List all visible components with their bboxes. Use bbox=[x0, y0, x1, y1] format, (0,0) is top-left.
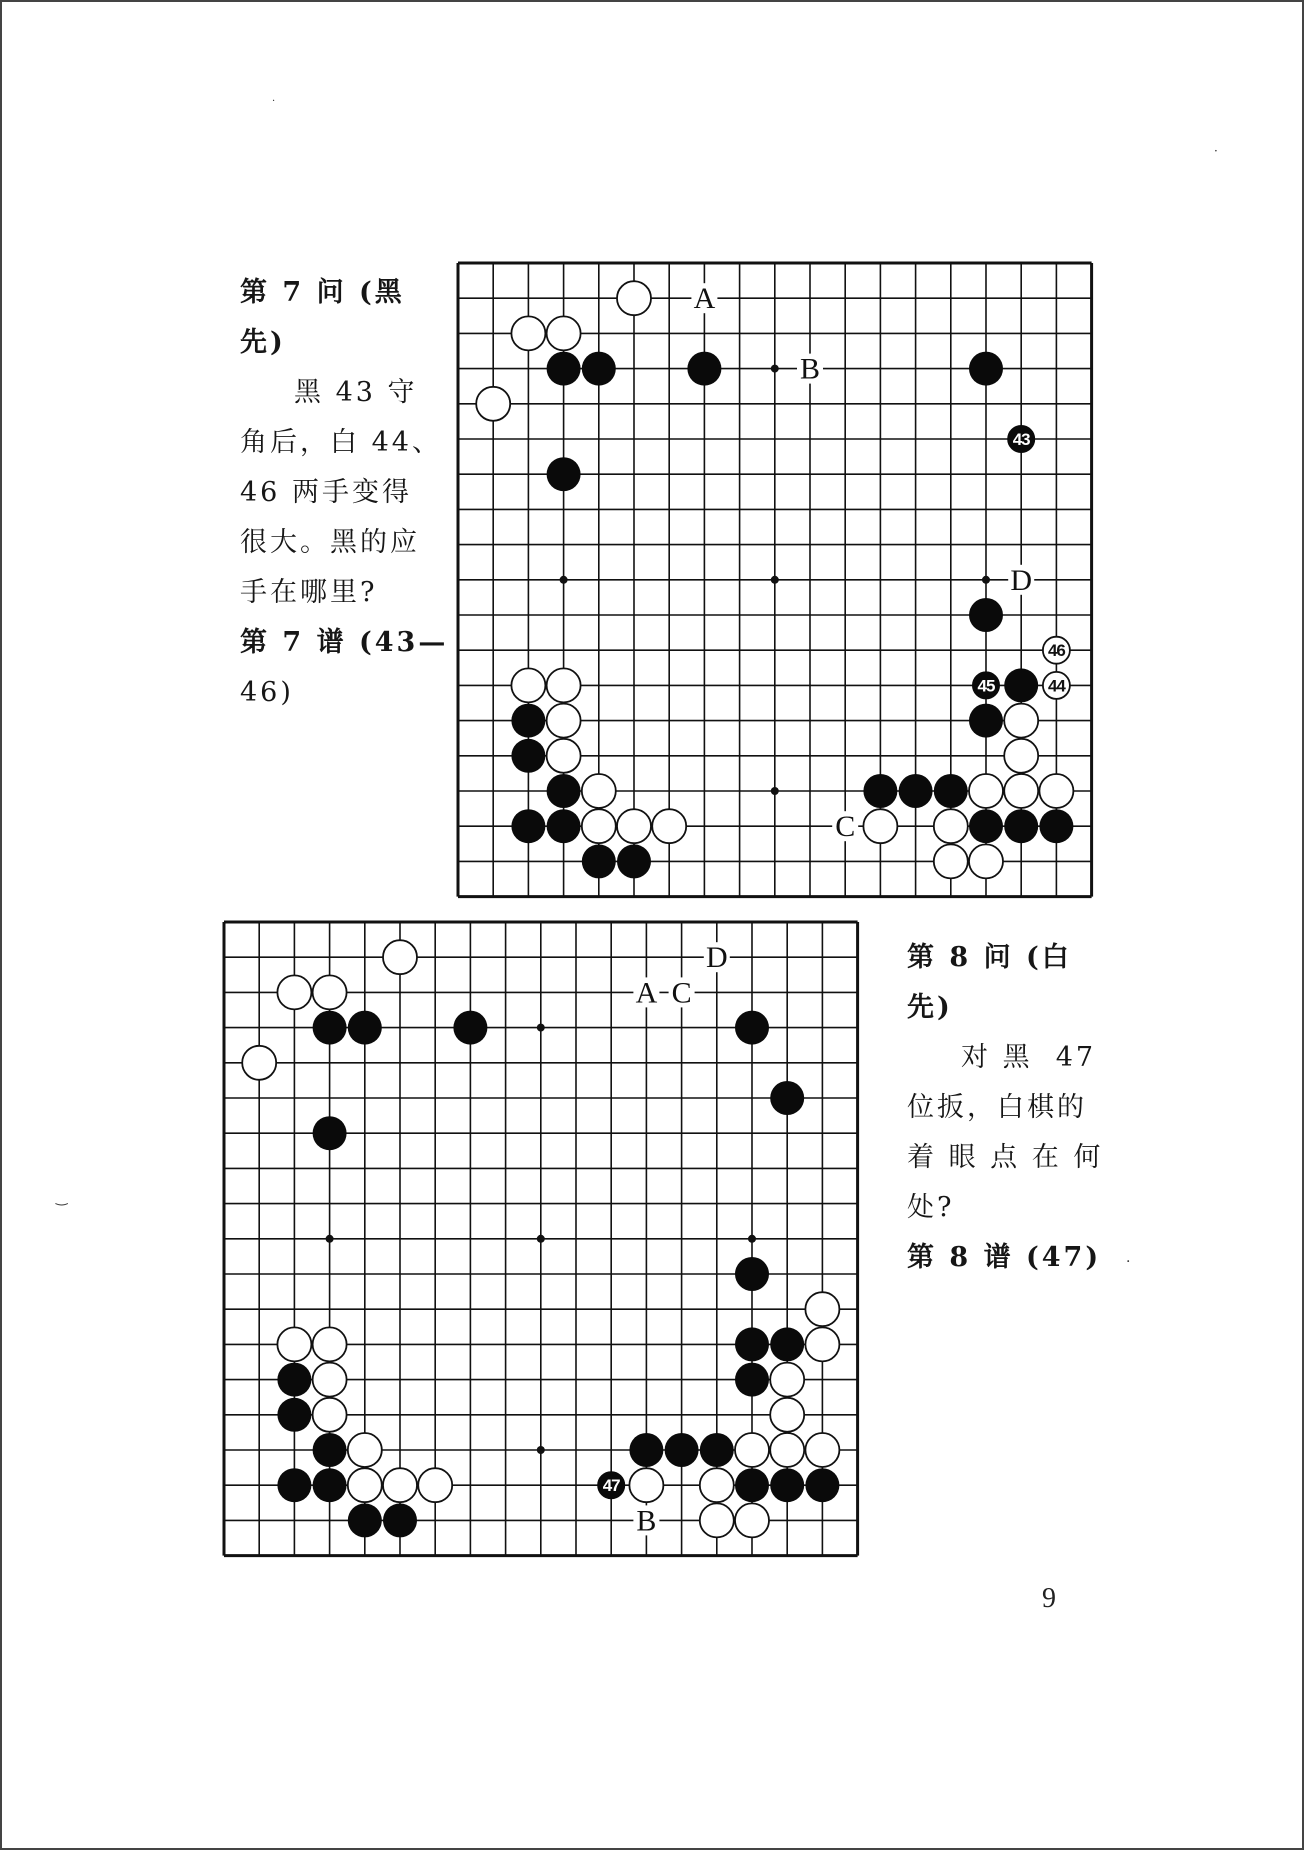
white-stone bbox=[313, 1363, 347, 1397]
svg-text:44: 44 bbox=[1047, 676, 1065, 696]
black-stone-47 bbox=[598, 1472, 625, 1499]
black-stone bbox=[770, 1468, 804, 1502]
svg-text:B: B bbox=[636, 1504, 657, 1538]
position-label-c bbox=[832, 810, 858, 843]
white-stone bbox=[1004, 774, 1038, 808]
white-stone bbox=[1004, 704, 1038, 738]
problem-7-line: 很大。黑的应 bbox=[240, 527, 420, 558]
svg-text:D: D bbox=[705, 941, 728, 975]
problem-7-line: 第 7 问 (黑 bbox=[240, 277, 405, 308]
scan-speck: · bbox=[1126, 1254, 1131, 1270]
white-stone bbox=[313, 975, 347, 1009]
white-stone bbox=[805, 1292, 839, 1326]
white-stone bbox=[735, 1433, 769, 1467]
problem-7-line: 46 两手变得 bbox=[240, 477, 412, 508]
black-stone bbox=[969, 809, 1003, 843]
white-stone bbox=[547, 316, 581, 350]
black-stone bbox=[969, 598, 1003, 632]
black-stone bbox=[348, 1011, 382, 1045]
black-stone bbox=[348, 1503, 382, 1537]
black-stone bbox=[277, 1468, 311, 1502]
black-stone bbox=[735, 1327, 769, 1361]
problem-7-line: 先) bbox=[240, 327, 286, 358]
position-label-b bbox=[797, 353, 823, 386]
white-stone bbox=[511, 668, 545, 702]
black-stone bbox=[547, 774, 581, 808]
black-stone bbox=[582, 352, 616, 386]
scan-speck: · bbox=[272, 96, 276, 107]
problem-8-line: 处? bbox=[907, 1192, 955, 1223]
black-stone bbox=[313, 1011, 347, 1045]
white-stone bbox=[770, 1363, 804, 1397]
white-stone bbox=[313, 1398, 347, 1432]
black-stone bbox=[453, 1011, 487, 1045]
white-stone bbox=[735, 1503, 769, 1537]
white-stone bbox=[629, 1468, 663, 1502]
svg-text:B: B bbox=[799, 352, 820, 386]
board-grid bbox=[216, 914, 866, 1564]
star-point bbox=[537, 1235, 545, 1243]
white-stone bbox=[511, 316, 545, 350]
star-point bbox=[771, 787, 779, 795]
white-stone bbox=[770, 1433, 804, 1467]
white-stone bbox=[969, 844, 1003, 878]
svg-text:A: A bbox=[635, 976, 658, 1010]
svg-text:45: 45 bbox=[977, 676, 995, 696]
black-stone bbox=[313, 1116, 347, 1150]
black-stone bbox=[863, 774, 897, 808]
problem-7-line: 角后，白 44、 bbox=[240, 427, 442, 458]
scan-speck: ‿ bbox=[56, 1190, 68, 1206]
white-stone-44 bbox=[1043, 672, 1070, 699]
black-stone bbox=[511, 809, 545, 843]
position-label-a bbox=[691, 282, 717, 315]
svg-text:D: D bbox=[1010, 563, 1033, 597]
white-stone bbox=[969, 774, 1003, 808]
white-stone bbox=[770, 1398, 804, 1432]
black-stone bbox=[1039, 809, 1073, 843]
black-stone bbox=[770, 1081, 804, 1115]
black-stone bbox=[735, 1011, 769, 1045]
star-point bbox=[982, 576, 990, 584]
white-stone bbox=[547, 704, 581, 738]
position-label-c bbox=[669, 976, 695, 1009]
white-stone bbox=[383, 940, 417, 974]
black-stone bbox=[511, 739, 545, 773]
black-stone bbox=[969, 704, 1003, 738]
svg-text:46: 46 bbox=[1047, 641, 1065, 661]
board-grid bbox=[450, 255, 1100, 905]
black-stone bbox=[735, 1468, 769, 1502]
black-stone bbox=[805, 1468, 839, 1502]
position-label-d bbox=[1008, 564, 1034, 597]
black-stone bbox=[770, 1327, 804, 1361]
black-stone bbox=[969, 352, 1003, 386]
white-stone bbox=[582, 809, 616, 843]
white-stone bbox=[652, 809, 686, 843]
white-stone bbox=[547, 668, 581, 702]
white-stone bbox=[934, 809, 968, 843]
white-stone bbox=[805, 1327, 839, 1361]
white-stone bbox=[277, 975, 311, 1009]
black-stone-45 bbox=[972, 672, 999, 699]
problem-8-line: 对 黑 47 bbox=[961, 1042, 1097, 1073]
white-stone bbox=[934, 844, 968, 878]
black-stone bbox=[277, 1398, 311, 1432]
white-stone bbox=[313, 1327, 347, 1361]
black-stone bbox=[582, 844, 616, 878]
problem-7-text bbox=[240, 268, 449, 718]
svg-text:A: A bbox=[693, 282, 716, 316]
go-board-figure-7 bbox=[450, 255, 1100, 909]
scan-speck: · bbox=[1214, 144, 1218, 158]
star-point bbox=[560, 576, 568, 584]
white-stone bbox=[277, 1327, 311, 1361]
position-label-d bbox=[704, 941, 730, 974]
problem-8-line: 位扳，白棋的 bbox=[907, 1092, 1087, 1123]
white-stone bbox=[476, 387, 510, 421]
position-label-a bbox=[633, 976, 659, 1009]
problem-7-line: 黑 43 守 bbox=[294, 377, 418, 408]
star-point bbox=[537, 1446, 545, 1454]
problem-7-line: 手在哪里? bbox=[240, 577, 378, 608]
black-stone bbox=[313, 1433, 347, 1467]
black-stone bbox=[511, 704, 545, 738]
star-point bbox=[748, 1235, 756, 1243]
white-stone bbox=[617, 281, 651, 315]
black-stone bbox=[629, 1433, 663, 1467]
star-point bbox=[537, 1024, 545, 1032]
white-stone bbox=[805, 1433, 839, 1467]
black-stone bbox=[277, 1363, 311, 1397]
white-stone bbox=[242, 1046, 276, 1080]
black-stone-43 bbox=[1008, 425, 1035, 452]
black-stone bbox=[735, 1363, 769, 1397]
black-stone bbox=[899, 774, 933, 808]
white-stone bbox=[863, 809, 897, 843]
black-stone bbox=[1004, 809, 1038, 843]
white-stone-46 bbox=[1043, 637, 1070, 664]
problem-8-text bbox=[907, 933, 1112, 1283]
black-stone bbox=[665, 1433, 699, 1467]
black-stone bbox=[934, 774, 968, 808]
white-stone bbox=[1004, 739, 1038, 773]
black-stone bbox=[700, 1433, 734, 1467]
problem-8-line: 第 8 问 (白 bbox=[907, 942, 1072, 973]
white-stone bbox=[547, 739, 581, 773]
white-stone bbox=[1039, 774, 1073, 808]
white-stone bbox=[700, 1503, 734, 1537]
figure-7-caption: 第 7 谱 (43— bbox=[240, 627, 449, 658]
star-point bbox=[771, 365, 779, 373]
white-stone bbox=[700, 1468, 734, 1502]
svg-text:C: C bbox=[835, 810, 856, 844]
problem-8-line: 先) bbox=[907, 992, 953, 1023]
white-stone bbox=[418, 1468, 452, 1502]
figure-8-caption: 第 8 谱 (47) bbox=[907, 1242, 1102, 1273]
white-stone bbox=[348, 1468, 382, 1502]
problem-8-line: 着 眼 点 在 何 bbox=[907, 1142, 1104, 1173]
white-stone bbox=[582, 774, 616, 808]
page-number: 9 bbox=[1042, 1583, 1056, 1614]
white-stone bbox=[617, 809, 651, 843]
black-stone bbox=[687, 352, 721, 386]
svg-text:47: 47 bbox=[602, 1476, 620, 1496]
black-stone bbox=[547, 352, 581, 386]
svg-text:C: C bbox=[671, 976, 692, 1010]
white-stone bbox=[383, 1468, 417, 1502]
black-stone bbox=[617, 844, 651, 878]
star-point bbox=[771, 576, 779, 584]
black-stone bbox=[383, 1503, 417, 1537]
go-board-figure-8 bbox=[216, 914, 866, 1568]
black-stone bbox=[547, 809, 581, 843]
black-stone bbox=[547, 457, 581, 491]
black-stone bbox=[313, 1468, 347, 1502]
black-stone bbox=[1004, 668, 1038, 702]
white-stone bbox=[348, 1433, 382, 1467]
svg-text:43: 43 bbox=[1012, 429, 1030, 449]
position-label-b bbox=[633, 1504, 659, 1537]
star-point bbox=[326, 1235, 334, 1243]
figure-7-caption: 46) bbox=[240, 677, 294, 708]
black-stone bbox=[735, 1257, 769, 1291]
